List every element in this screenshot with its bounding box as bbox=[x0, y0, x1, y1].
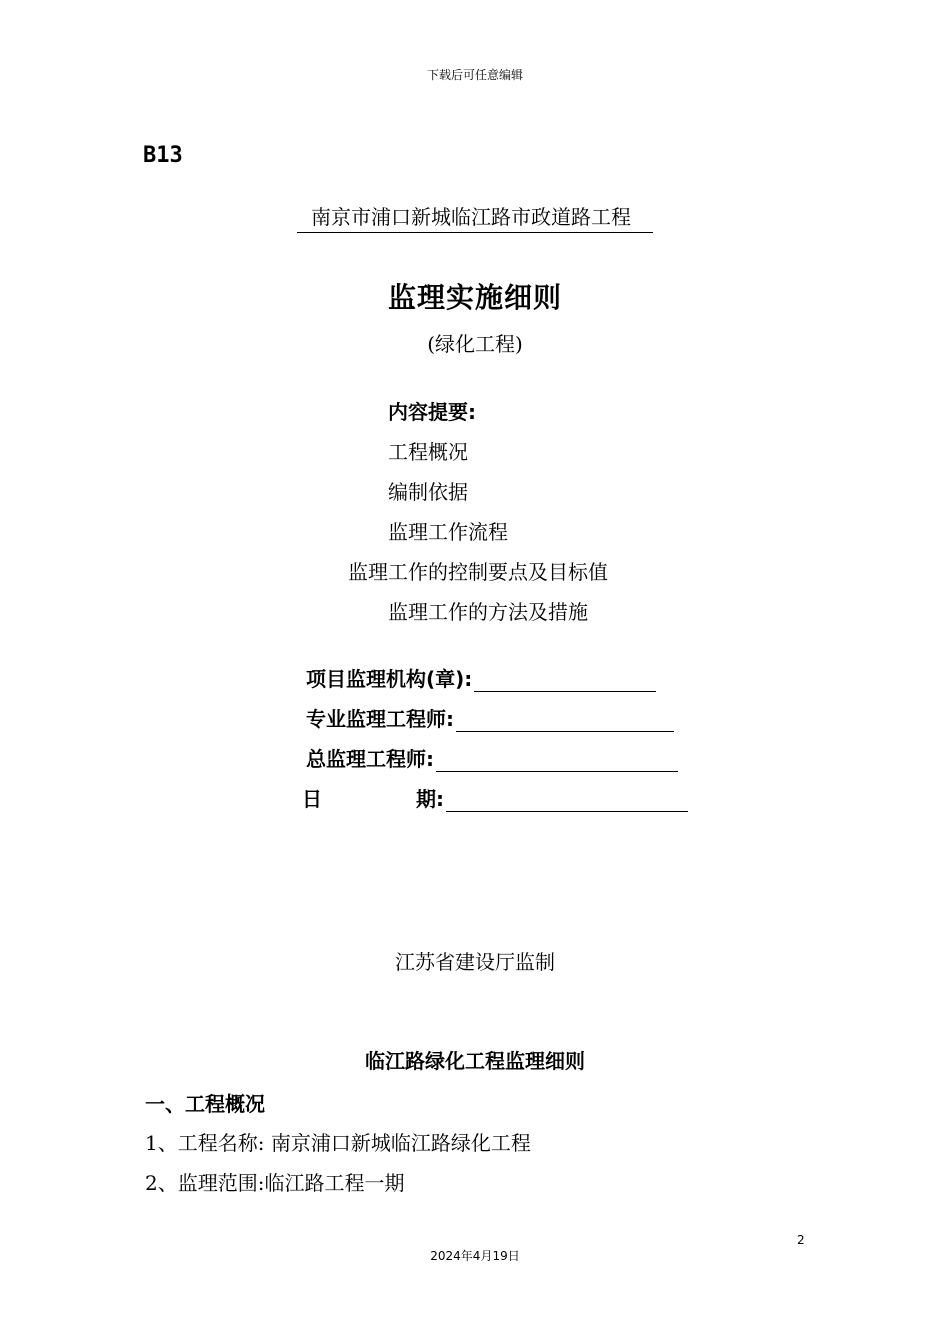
heading-1: 一、工程概况 bbox=[145, 1092, 265, 1116]
issuer: 江苏省建设厅监制 bbox=[395, 950, 555, 974]
toc-item: 监理工作流程 bbox=[388, 520, 508, 544]
signature-label-period: 期: bbox=[416, 787, 444, 811]
paragraph: 1、工程名称: 南京浦口新城临江路绿化工程 bbox=[145, 1131, 531, 1155]
signature-label-day: 日 bbox=[302, 787, 322, 811]
document-subtitle: (绿化工程) bbox=[427, 332, 523, 356]
signature-blank bbox=[456, 713, 674, 732]
signature-blank bbox=[446, 793, 688, 812]
signature-row-project-office bbox=[306, 663, 656, 692]
page-number: 2 bbox=[797, 1233, 805, 1247]
signature-label: 总监理工程师: bbox=[306, 747, 434, 771]
project-name: 南京市浦口新城临江路市政道路工程 bbox=[297, 201, 653, 233]
footer-date: 2024年4月19日 bbox=[430, 1249, 520, 1263]
page-header: 下载后可任意编辑 bbox=[426, 68, 523, 82]
signature-row-specialist-engineer bbox=[306, 703, 674, 732]
signature-label: 专业监理工程师: bbox=[306, 707, 454, 731]
toc-heading: 内容提要: bbox=[388, 400, 476, 424]
signature-blank bbox=[474, 673, 656, 692]
signature-blank bbox=[436, 753, 678, 772]
document-code: B13 bbox=[143, 143, 183, 168]
section-title: 临江路绿化工程监理细则 bbox=[365, 1049, 585, 1073]
signature-label: 项目监理机构(章): bbox=[306, 667, 473, 691]
toc-item: 监理工作的方法及措施 bbox=[388, 600, 588, 624]
signature-row-date bbox=[302, 783, 688, 812]
toc-item: 工程概况 bbox=[388, 440, 468, 464]
toc-item: 监理工作的控制要点及目标值 bbox=[348, 560, 608, 584]
signature-row-chief-engineer bbox=[306, 743, 678, 772]
paragraph: 2、监理范围:临江路工程一期 bbox=[145, 1171, 405, 1195]
project-name-row bbox=[0, 201, 950, 233]
document-title: 监理实施细则 bbox=[387, 281, 562, 314]
toc-item: 编制依据 bbox=[388, 480, 468, 504]
